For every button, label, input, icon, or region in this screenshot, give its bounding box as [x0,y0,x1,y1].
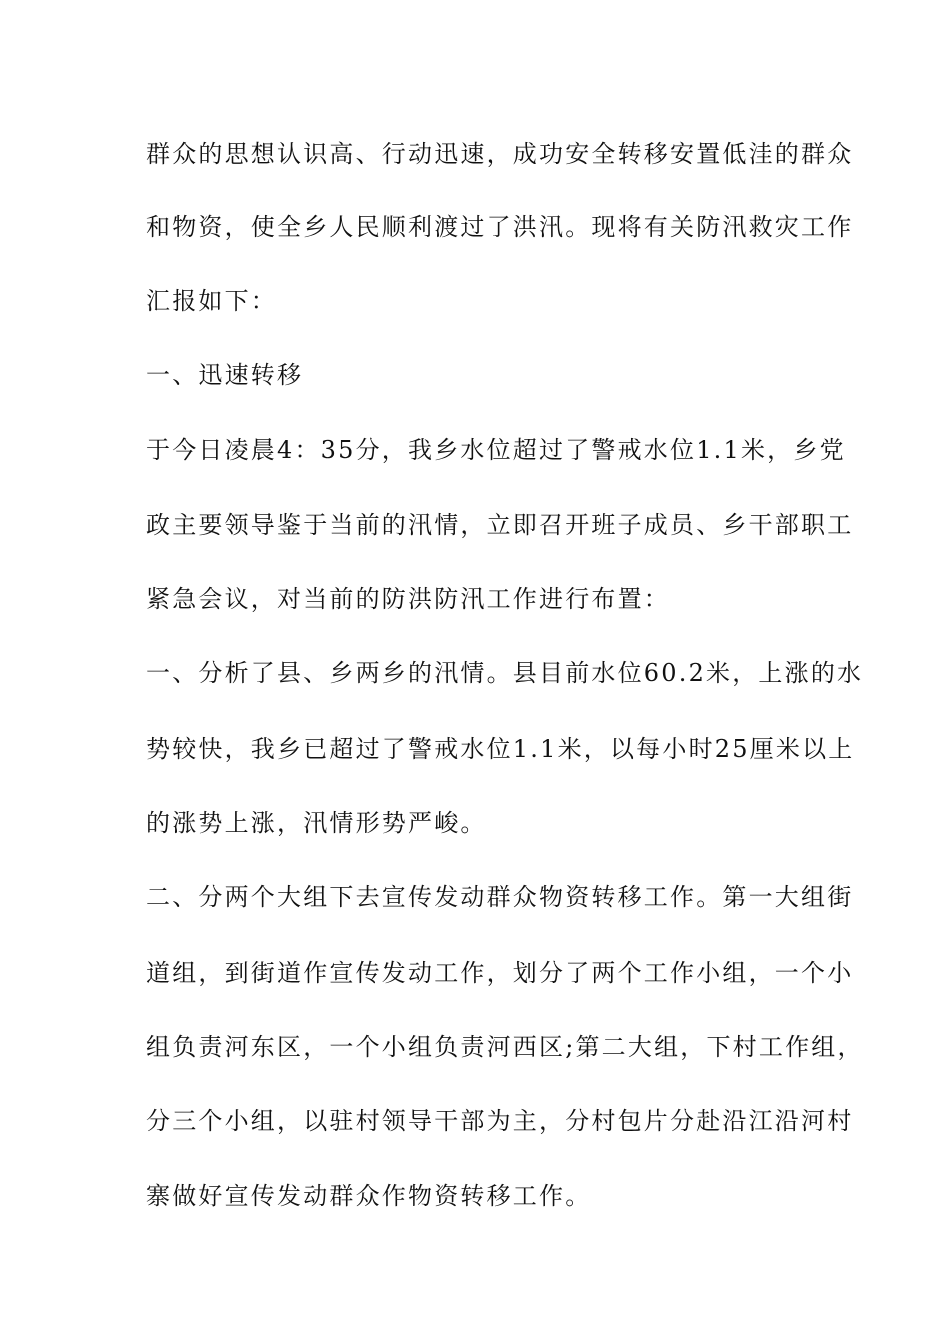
text-line-12: 道组，到街道作宣传发动工作，划分了两个工作小组，一个小 [146,959,854,987]
text-line-5: 于今日凌晨4：35分，我乡水位超过了警戒水位1.1米，乡党 [146,436,846,464]
text-line-7: 紧急会议，对当前的防洪防汛工作进行布置： [146,585,670,613]
text-line-13: 组负责河东区，一个小组负责河西区;第二大组，下村工作组， [146,1033,864,1061]
section-heading-1: 一、迅速转移 [146,361,304,389]
text-line-11: 二、分两个大组下去宣传发动群众物资转移工作。第一大组街 [146,883,854,911]
text-line-2: 和物资，使全乡人民顺利渡过了洪汛。现将有关防汛救灾工作 [146,213,854,241]
text-line-14: 分三个小组，以驻村领导干部为主，分村包片分赴沿江沿河村 [146,1107,854,1135]
text-line-8: 一、分析了县、乡两乡的汛情。县目前水位60.2米，上涨的水 [146,659,864,687]
text-line-9: 势较快，我乡已超过了警戒水位1.1米，以每小时25厘米以上 [146,735,855,763]
text-line-3: 汇报如下： [146,287,277,315]
text-line-1: 群众的思想认识高、行动迅速，成功安全转移安置低洼的群众 [146,140,854,168]
text-line-10: 的涨势上涨，汛情形势严峻。 [146,809,487,837]
text-line-15: 寨做好宣传发动群众作物资转移工作。 [146,1182,592,1210]
text-line-6: 政主要领导鉴于当前的汛情，立即召开班子成员、乡干部职工 [146,511,854,539]
